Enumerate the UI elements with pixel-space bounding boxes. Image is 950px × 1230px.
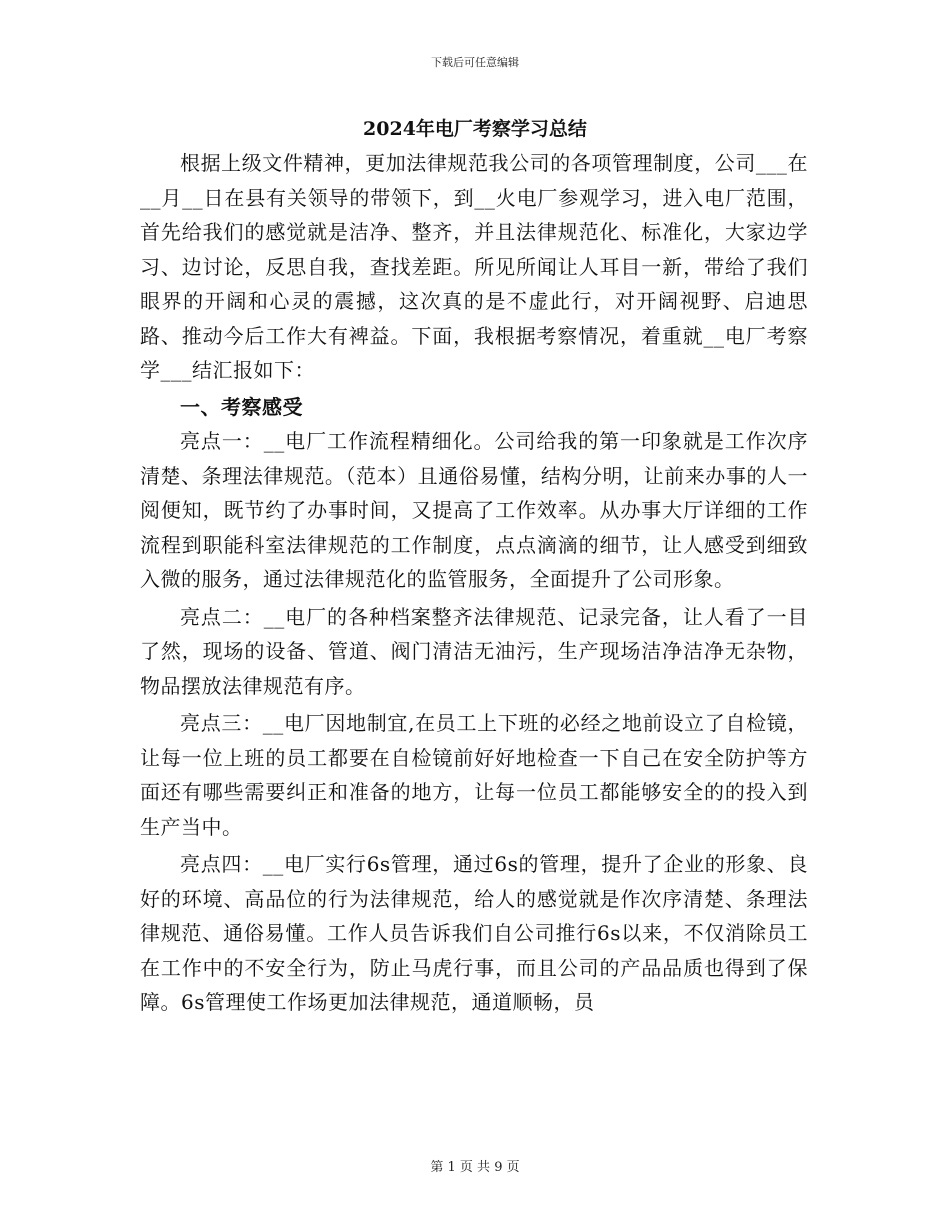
intro-paragraph: 根据上级文件精神，更加法律规范我公司的各项管理制度，公司___在__月__日在县有关领导的带领下，到__火电厂参观学习，进入电厂范围，首先给我们的感觉就是洁净、整齐，并且法律规范化、标准化，大家边学习、边讨论，反思自我，查找差距。所见所闻让人耳目一新，带给了我们眼界的开阔和心灵的震撼，这次真的是不虚此行，对开阔视野、启迪思路、推动今后工作大有裨益。下面，我根据考察情况，着重就__电厂考察学___结汇报如下： bbox=[140, 151, 808, 382]
highlight-two-paragraph: 亮点二：__电厂的各种档案整齐法律规范、记录完备，让人看了一目了然，现场的设备、管道、阀门清洁无油污，生产现场洁净洁净无杂物，物品摆放法律规范有序。 bbox=[140, 604, 808, 698]
highlight-three-paragraph: 亮点三：__电厂因地制宜,在员工上下班的必经之地前设立了自检镜，让每一位上班的员工都要在自检镜前好好地检查一下自己在安全防护等方面还有哪些需要纠正和准备的地方，让每一位员工都能够安全的的投入到生产当中。 bbox=[140, 711, 808, 839]
header-note: 下载后可任意编辑 bbox=[431, 56, 519, 69]
highlight-one-paragraph: 亮点一：__电厂工作流程精细化。公司给我的第一印象就是工作次序清楚、条理法律规范。（范本）且通俗易懂，结构分明，让前来办事的人一阅便知，既节约了办事时间，又提高了工作效率。从办事大厅详细的工作流程到职能科室法律规范的工作制度，点点滴滴的细节，让人感受到细致入微的服务，通过法律规范化的监管服务，全面提升了公司形象。 bbox=[140, 429, 808, 591]
section-heading: 一、考察感受 bbox=[180, 394, 303, 419]
document-title: 2024年电厂考察学习总结 bbox=[363, 118, 587, 140]
document-body bbox=[140, 146, 808, 1020]
page-number-footer: 第 1 页 共 9 页 bbox=[430, 1160, 520, 1175]
highlight-four-paragraph: 亮点四：__电厂实行6s管理，通过6s的管理，提升了企业的形象、良好的环境、高品位的行为法律规范，给人的感觉就是作次序清楚、条理法律规范、通俗易懂。工作人员告诉我们自公司推行6s以来，不仅消除员工在工作中的不安全行为，防止马虎行事，而且公司的产品品质也得到了保障。6s管理使工作场更加法律规范，通道顺畅，员 bbox=[140, 852, 808, 1014]
